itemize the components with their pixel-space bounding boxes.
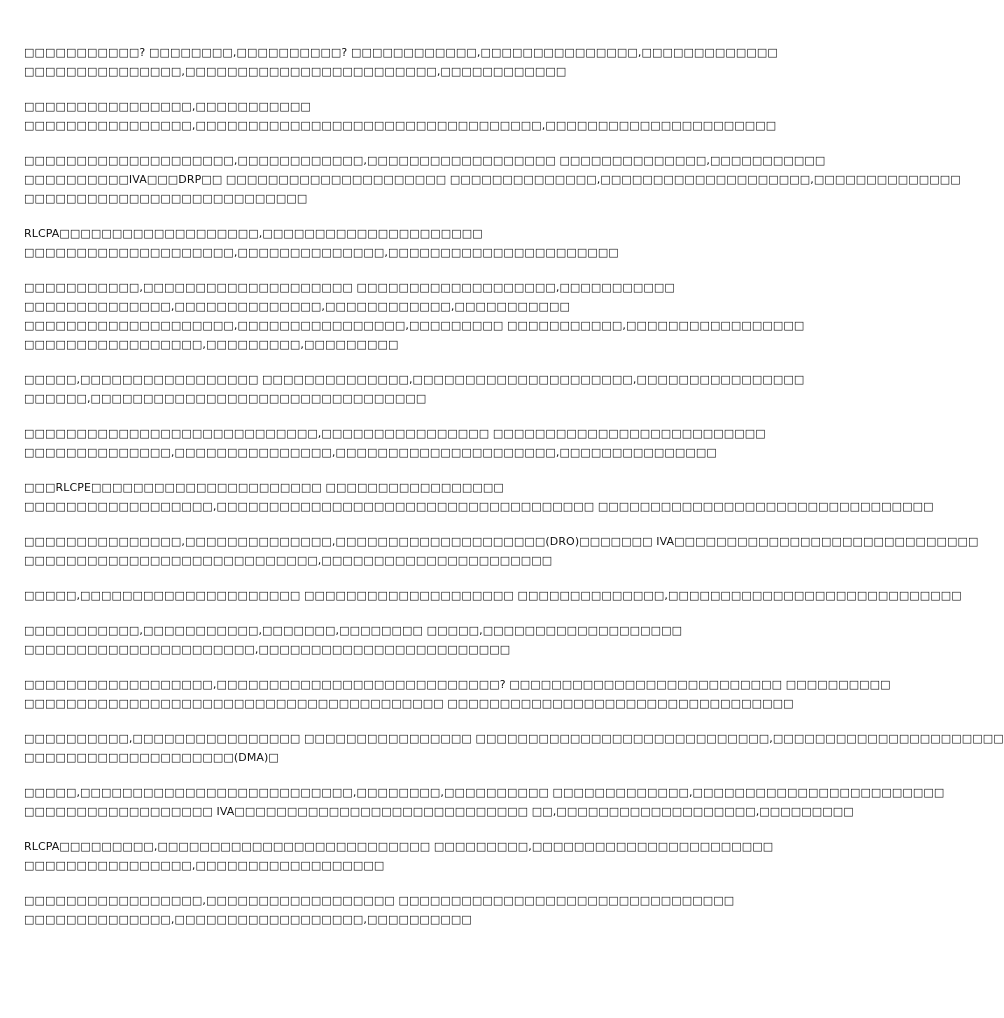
paragraph <box>24 837 774 875</box>
paragraph <box>24 424 766 462</box>
text-line: □□□□□□□□□□□□□□□□□□□□□□,□□□□□□□□□□□□□□□□□□□□□□□□ <box>24 643 511 656</box>
paragraph <box>24 370 805 408</box>
paragraph <box>24 43 778 81</box>
document-page <box>24 43 1004 945</box>
text-line: □□□□□□□□□□□□□□□□,□□□□□□□□□□□□□□□□□□ <box>24 859 385 872</box>
paragraph <box>24 586 962 605</box>
text-line: □□□□□□□□□□□□□□□□□,□□□□□□□□□,□□□□□□□□□ <box>24 338 399 351</box>
text-line: □□□□□□□□□□□□□□□□□□ IVA□□□□□□□□□□□□□□□□□□□□□□□□□□□□ □□,□□□□□□□□□□□□□□□□□□□,□□□□□□□□□ <box>24 805 854 818</box>
text-line: □□□□□□□□□□□□□□□□□□□□,□□□□□□□□□□□□,□□□□□□□□□□□□□□□□□□ □□□□□□□□□□□□□□,□□□□□□□□□□□ <box>24 154 826 167</box>
text-line: □□□□□,□□□□□□□□□□□□□□□□□□□□□□□□□□,□□□□□□□□,□□□□□□□□□□ □□□□□□□□□□□□□,□□□□□□□□□□□□□□□□□□□□□□□□ <box>24 786 945 799</box>
text-line: □□□□□□□□□□□□□□□,□□□□□□□□□□□□□□,□□□□□□□□□□□□□□□□□□□□(DRO)□□□□□□□ IVA□□□□□□□□□□□□□□□□□□□□□□□□□□□□□ <box>24 535 979 548</box>
text-line: □□□□□□,□□□□□□□□□□□□□□□□□□□□□□□□□□□□□□□□ <box>24 392 427 405</box>
text-line: □□□□□□□□□□,□□□□□□□□□□□□□□□□ □□□□□□□□□□□□□□□□ □□□□□□□□□□□□□□□□□□□□□□□□□□□□,□□□□□□□□□□□□□□□□□□□□□□ <box>24 732 1004 745</box>
text-line: □□□□□□□□□□IVA□□□DRP□□ □□□□□□□□□□□□□□□□□□□□□ □□□□□□□□□□□□□□,□□□□□□□□□□□□□□□□□□□□,□□□□□□□□□□□□□□ <box>24 173 961 186</box>
text-line: □□□□□□□□□□□□□□,□□□□□□□□□□□□□□□□□□,□□□□□□□□□□ <box>24 913 472 926</box>
text-line: □□□□□□□□□□□□□□,□□□□□□□□□□□□□□□,□□□□□□□□□□□□□□□□□□□□□,□□□□□□□□□□□□□□□ <box>24 446 717 459</box>
text-line: RLCPA□□□□□□□□□□□□□□□□□□□,□□□□□□□□□□□□□□□□□□□□□ <box>24 227 483 240</box>
text-line: □□□□□□□□□□□□□□□,□□□□□□□□□□□□□□□□□□□□□□□□,□□□□□□□□□□□□ <box>24 65 567 78</box>
text-line: □□□□□,□□□□□□□□□□□□□□□□□ □□□□□□□□□□□□□□,□□□□□□□□□□□□□□□□□□□□□,□□□□□□□□□□□□□□□□ <box>24 373 805 386</box>
text-line: □□□□□□□□□□□□□□□□,□□□□□□□□□□□□□□□□□□□□□□□□□□□□□□□□□,□□□□□□□□□□□□□□□□□□□□□□ <box>24 119 777 132</box>
text-line: □□□□□□□□□□□□□□□□□□□□(DMA)□ <box>24 751 279 764</box>
paragraph <box>24 675 891 713</box>
text-line: □□□□□□□□□□□□□□□□□□□□□□□□□□□□□□□□□□□□□□□□ □□□□□□□□□□□□□□□□□□□□□□□□□□□□□□□□□ <box>24 697 794 710</box>
paragraph <box>24 891 735 929</box>
text-line: □□□□□□□□□□□□□□□□□□□□,□□□□□□□□□□□□□□,□□□□□□□□□□□□□□□□□□□□□□ <box>24 246 619 259</box>
text-line: □□□□□□□□□□□? □□□□□□□□,□□□□□□□□□□? □□□□□□□□□□□□,□□□□□□□□□□□□□□□,□□□□□□□□□□□□□ <box>24 46 778 59</box>
text-line: □□□□□□□□□□□,□□□□□□□□□□□,□□□□□□□,□□□□□□□□ □□□□□,□□□□□□□□□□□□□□□□□□□ <box>24 624 683 637</box>
paragraph <box>24 621 696 659</box>
paragraph <box>24 729 1004 767</box>
text-line: □□□□□□□□□□□□□□□□□□□□□□□□□□□ <box>24 192 308 205</box>
paragraph <box>24 151 961 208</box>
text-line: □□□RLCPE□□□□□□□□□□□□□□□□□□□□□□ □□□□□□□□□□□□□□□□□ <box>24 481 504 494</box>
text-line: □□□□□□□□□□□□□□□□□□,□□□□□□□□□□□□□□□□□□□□□□□□□□□□□□□□□□□□ □□□□□□□□□□□□□□□□□□□□□□□□□□□□□□□□ <box>24 500 934 513</box>
text-line: □□□□□□□□□□□□□□,□□□□□□□□□□□□□□,□□□□□□□□□□□□,□□□□□□□□□□□ <box>24 300 570 313</box>
text-line: RLCPA□□□□□□□□□,□□□□□□□□□□□□□□□□□□□□□□□□□□ □□□□□□□□□,□□□□□□□□□□□□□□□□□□□□□□□ <box>24 840 774 853</box>
paragraph <box>24 783 945 821</box>
text-line: □□□□□□□□□□□□□□□□□□□□□□□□□□□□,□□□□□□□□□□□□□□□□ □□□□□□□□□□□□□□□□□□□□□□□□□□ <box>24 427 766 440</box>
text-line: □□□□□□□□□□□□□□□□□□□□□□□□□□□□,□□□□□□□□□□□□□□□□□□□□□□ <box>24 554 553 567</box>
text-line: □□□□□□□□□□□□□□□□□□,□□□□□□□□□□□□□□□□□□□□□□□□□□□? □□□□□□□□□□□□□□□□□□□□□□□□□□ □□□□□□□□□□ <box>24 678 891 691</box>
text-line: □□□□□□□□□□□□□□□□,□□□□□□□□□□□ <box>24 100 311 113</box>
text-line: □□□□□□□□□□□□□□□□□□□□,□□□□□□□□□□□□□□□□,□□□□□□□□□ □□□□□□□□□□□,□□□□□□□□□□□□□□□□□ <box>24 319 805 332</box>
text-line: □□□□□□□□□□□□□□□□□,□□□□□□□□□□□□□□□□□□ □□□□□□□□□□□□□□□□□□□□□□□□□□□□□□□□ <box>24 894 735 907</box>
paragraph <box>24 278 805 354</box>
paragraph <box>24 478 934 516</box>
paragraph <box>24 532 979 570</box>
text-line: □□□□□□□□□□□,□□□□□□□□□□□□□□□□□□□□ □□□□□□□□□□□□□□□□□□□,□□□□□□□□□□□ <box>24 281 675 294</box>
text-line: □□□□□,□□□□□□□□□□□□□□□□□□□□□ □□□□□□□□□□□□□□□□□□□□ □□□□□□□□□□□□□□,□□□□□□□□□□□□□□□□□□□□□□□□□□□□ <box>24 589 962 602</box>
paragraph <box>24 224 696 262</box>
paragraph <box>24 97 777 135</box>
